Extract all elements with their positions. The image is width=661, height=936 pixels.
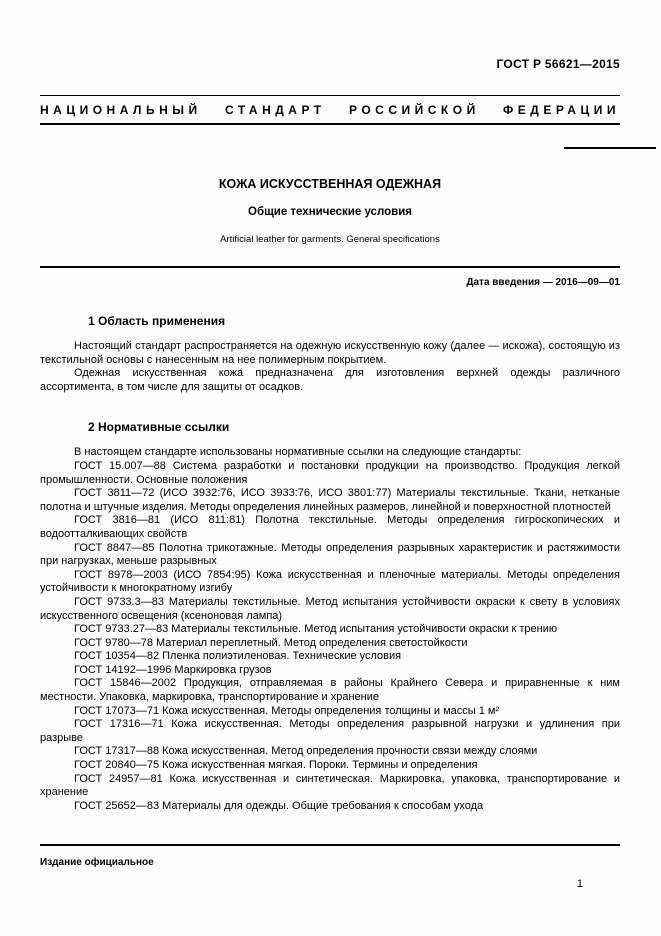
paragraph: Настоящий стандарт распространяется на одежную искусственную кожу (далее — искожа), состоящую из текстильной основы с нанесенным на нее полимерным покрытием. (40, 340, 620, 366)
reference-item: ГОСТ 17073—71 Кожа искусственная. Методы определения толщины и массы 1 м² (74, 704, 500, 717)
reference-item: ГОСТ 9733.27—83 Материалы текстильные. Метод испытания устойчивости окраски к трению (74, 623, 558, 636)
page-number: 1 (576, 878, 583, 890)
reference-item: ГОСТ 15846—2002 Продукция, отправляемая в районы Крайнего Севера и приравненные к ним местности. Упаковка, маркировка, транспортирование и хранение (40, 677, 620, 704)
reference-item: ГОСТ 10354—82 Пленка полиэтиленовая. Технические условия (74, 650, 402, 663)
reference-item: ГОСТ 20840—75 Кожа искусственная мягкая. Пороки. Термины и определения (74, 759, 478, 772)
official-edition-note: Издание официальное (40, 857, 154, 868)
section-2-heading: 2 Нормативные ссылки (88, 420, 230, 435)
reference-item: ГОСТ 3811—72 (ИСО 3932:76, ИСО 3933:76, ИСО 3801:77) Материалы текстильные. Ткани, нетканые полотна и штучные изделия. Методы определения линейных размеров, линейной и поверхностной плотностей (40, 487, 620, 513)
reference-item: ГОСТ 24957—81 Кожа искусственная и синтетическая. Маркировка, упаковка, транспортирование и хранение (40, 772, 620, 799)
reference-item: ГОСТ 14192—1996 Маркировка грузов (74, 663, 272, 676)
footer-rule (40, 844, 620, 846)
reference-item: ГОСТ 3816—81 (ИСО 811:81) Полотна текстильные. Методы определения гигроскопических и водоотталкивающих свойств (40, 514, 620, 540)
paragraph: Одежная искусственная кожа предназначена для изготовления верхней одежды различного ассортимента, в том числе для защиты от осадков. (40, 367, 620, 393)
header-short-rule (564, 147, 656, 149)
document-subtitle: Общие технические условия (248, 206, 412, 218)
reference-item: ГОСТ 9733.3—83 Материалы текстильные. Метод испытания устойчивости окраски к свету в условиях искусственного освещения (ксеноновая лампа) (40, 595, 620, 622)
reference-item: ГОСТ 8978—2003 (ИСО 7854:95) Кожа искусственная и пленочные материалы. Методы определения устойчивости к многократному изгибу (40, 568, 620, 595)
standard-banner (40, 95, 620, 125)
banner-title: НАЦИОНАЛЬНЫЙ СТАНДАРТ РОССИЙСКОЙ ФЕДЕРАЦИИ (40, 103, 620, 117)
document-title: КОЖА ИСКУССТВЕННАЯ ОДЕЖНАЯ (218, 177, 442, 191)
reference-item: ГОСТ 17317—88 Кожа искусственная. Метод определения прочности связи между слоями (74, 745, 538, 758)
title-divider-rule (40, 266, 620, 268)
reference-item: ГОСТ 8847—85 Полотна трикотажные. Методы определения разрывных характеристик и растяжимости при нагрузках, меньше разрывных (40, 541, 620, 568)
document-title-english: Artificial leather for garments. General specifications (220, 234, 440, 245)
doc-number: ГОСТ Р 56621—2015 (496, 57, 620, 71)
paragraph: В настоящем стандарте использованы нормативные ссылки на следующие стандарты: (74, 446, 522, 459)
document-body (40, 314, 620, 813)
effective-date: Дата введения — 2016—09—01 (466, 277, 620, 288)
section-1-heading: 1 Область применения (88, 314, 226, 328)
reference-item: ГОСТ 25652—83 Материалы для одежды. Общие требования к способам ухода (74, 799, 484, 812)
reference-item: ГОСТ 17316—71 Кожа искусственная. Методы определения разрывной нагрузки и удлинения при разрыве (40, 718, 620, 744)
reference-item: ГОСТ 15.007—88 Система разработки и постановки продукции на производство. Продукция легкой промышленности. Основные положения (40, 459, 620, 486)
reference-item: ГОСТ 9780—78 Материал переплетный. Метод определения светостойкости (74, 636, 468, 649)
